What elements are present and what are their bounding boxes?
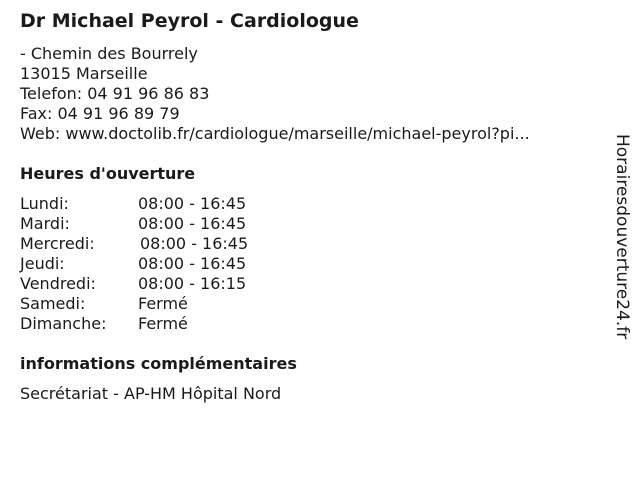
info-text: Secrétariat - AP-HM Hôpital Nord xyxy=(20,384,282,403)
day-hours: 08:00 - 16:45 xyxy=(138,254,247,273)
day-label: Vendredi: xyxy=(20,274,96,293)
day-label: Jeudi: xyxy=(20,254,65,273)
day-label: Samedi: xyxy=(20,294,86,313)
day-hours: Fermé xyxy=(138,294,188,313)
street-address: - Chemin des Bourrely xyxy=(20,44,198,63)
info-heading: informations complémentaires xyxy=(20,354,297,373)
city: 13015 Marseille xyxy=(20,64,148,83)
day-hours: 08:00 - 16:45 xyxy=(138,194,247,213)
address-block xyxy=(20,44,530,144)
hours-heading: Heures d'ouverture xyxy=(20,164,196,183)
website-link[interactable]: Web: www.doctolib.fr/cardiologue/marseille/michael-peyrol?pi... xyxy=(20,124,530,143)
hours-row-tuesday xyxy=(20,214,300,234)
fax-number: Fax: 04 91 96 89 79 xyxy=(20,104,180,123)
hours-row-friday xyxy=(20,274,300,294)
day-label: Mercredi: xyxy=(20,234,95,253)
day-hours: 08:00 - 16:45 xyxy=(140,234,249,253)
page-title: Dr Michael Peyrol - Cardiologue xyxy=(20,10,359,32)
day-label: Mardi: xyxy=(20,214,70,233)
site-watermark: Horairesdouverture24.fr xyxy=(612,134,632,340)
hours-row-monday xyxy=(20,194,300,214)
day-label: Dimanche: xyxy=(20,314,107,333)
hours-row-sunday xyxy=(20,314,300,334)
phone-number[interactable]: Telefon: 04 91 96 86 83 xyxy=(20,84,210,103)
hours-row-wednesday xyxy=(20,234,300,254)
day-hours: 08:00 - 16:45 xyxy=(138,214,247,233)
day-label: Lundi: xyxy=(20,194,69,213)
day-hours: 08:00 - 16:15 xyxy=(138,274,247,293)
hours-row-thursday xyxy=(20,254,300,274)
opening-hours-table xyxy=(20,194,300,334)
day-hours: Fermé xyxy=(138,314,188,333)
hours-row-saturday xyxy=(20,294,300,314)
